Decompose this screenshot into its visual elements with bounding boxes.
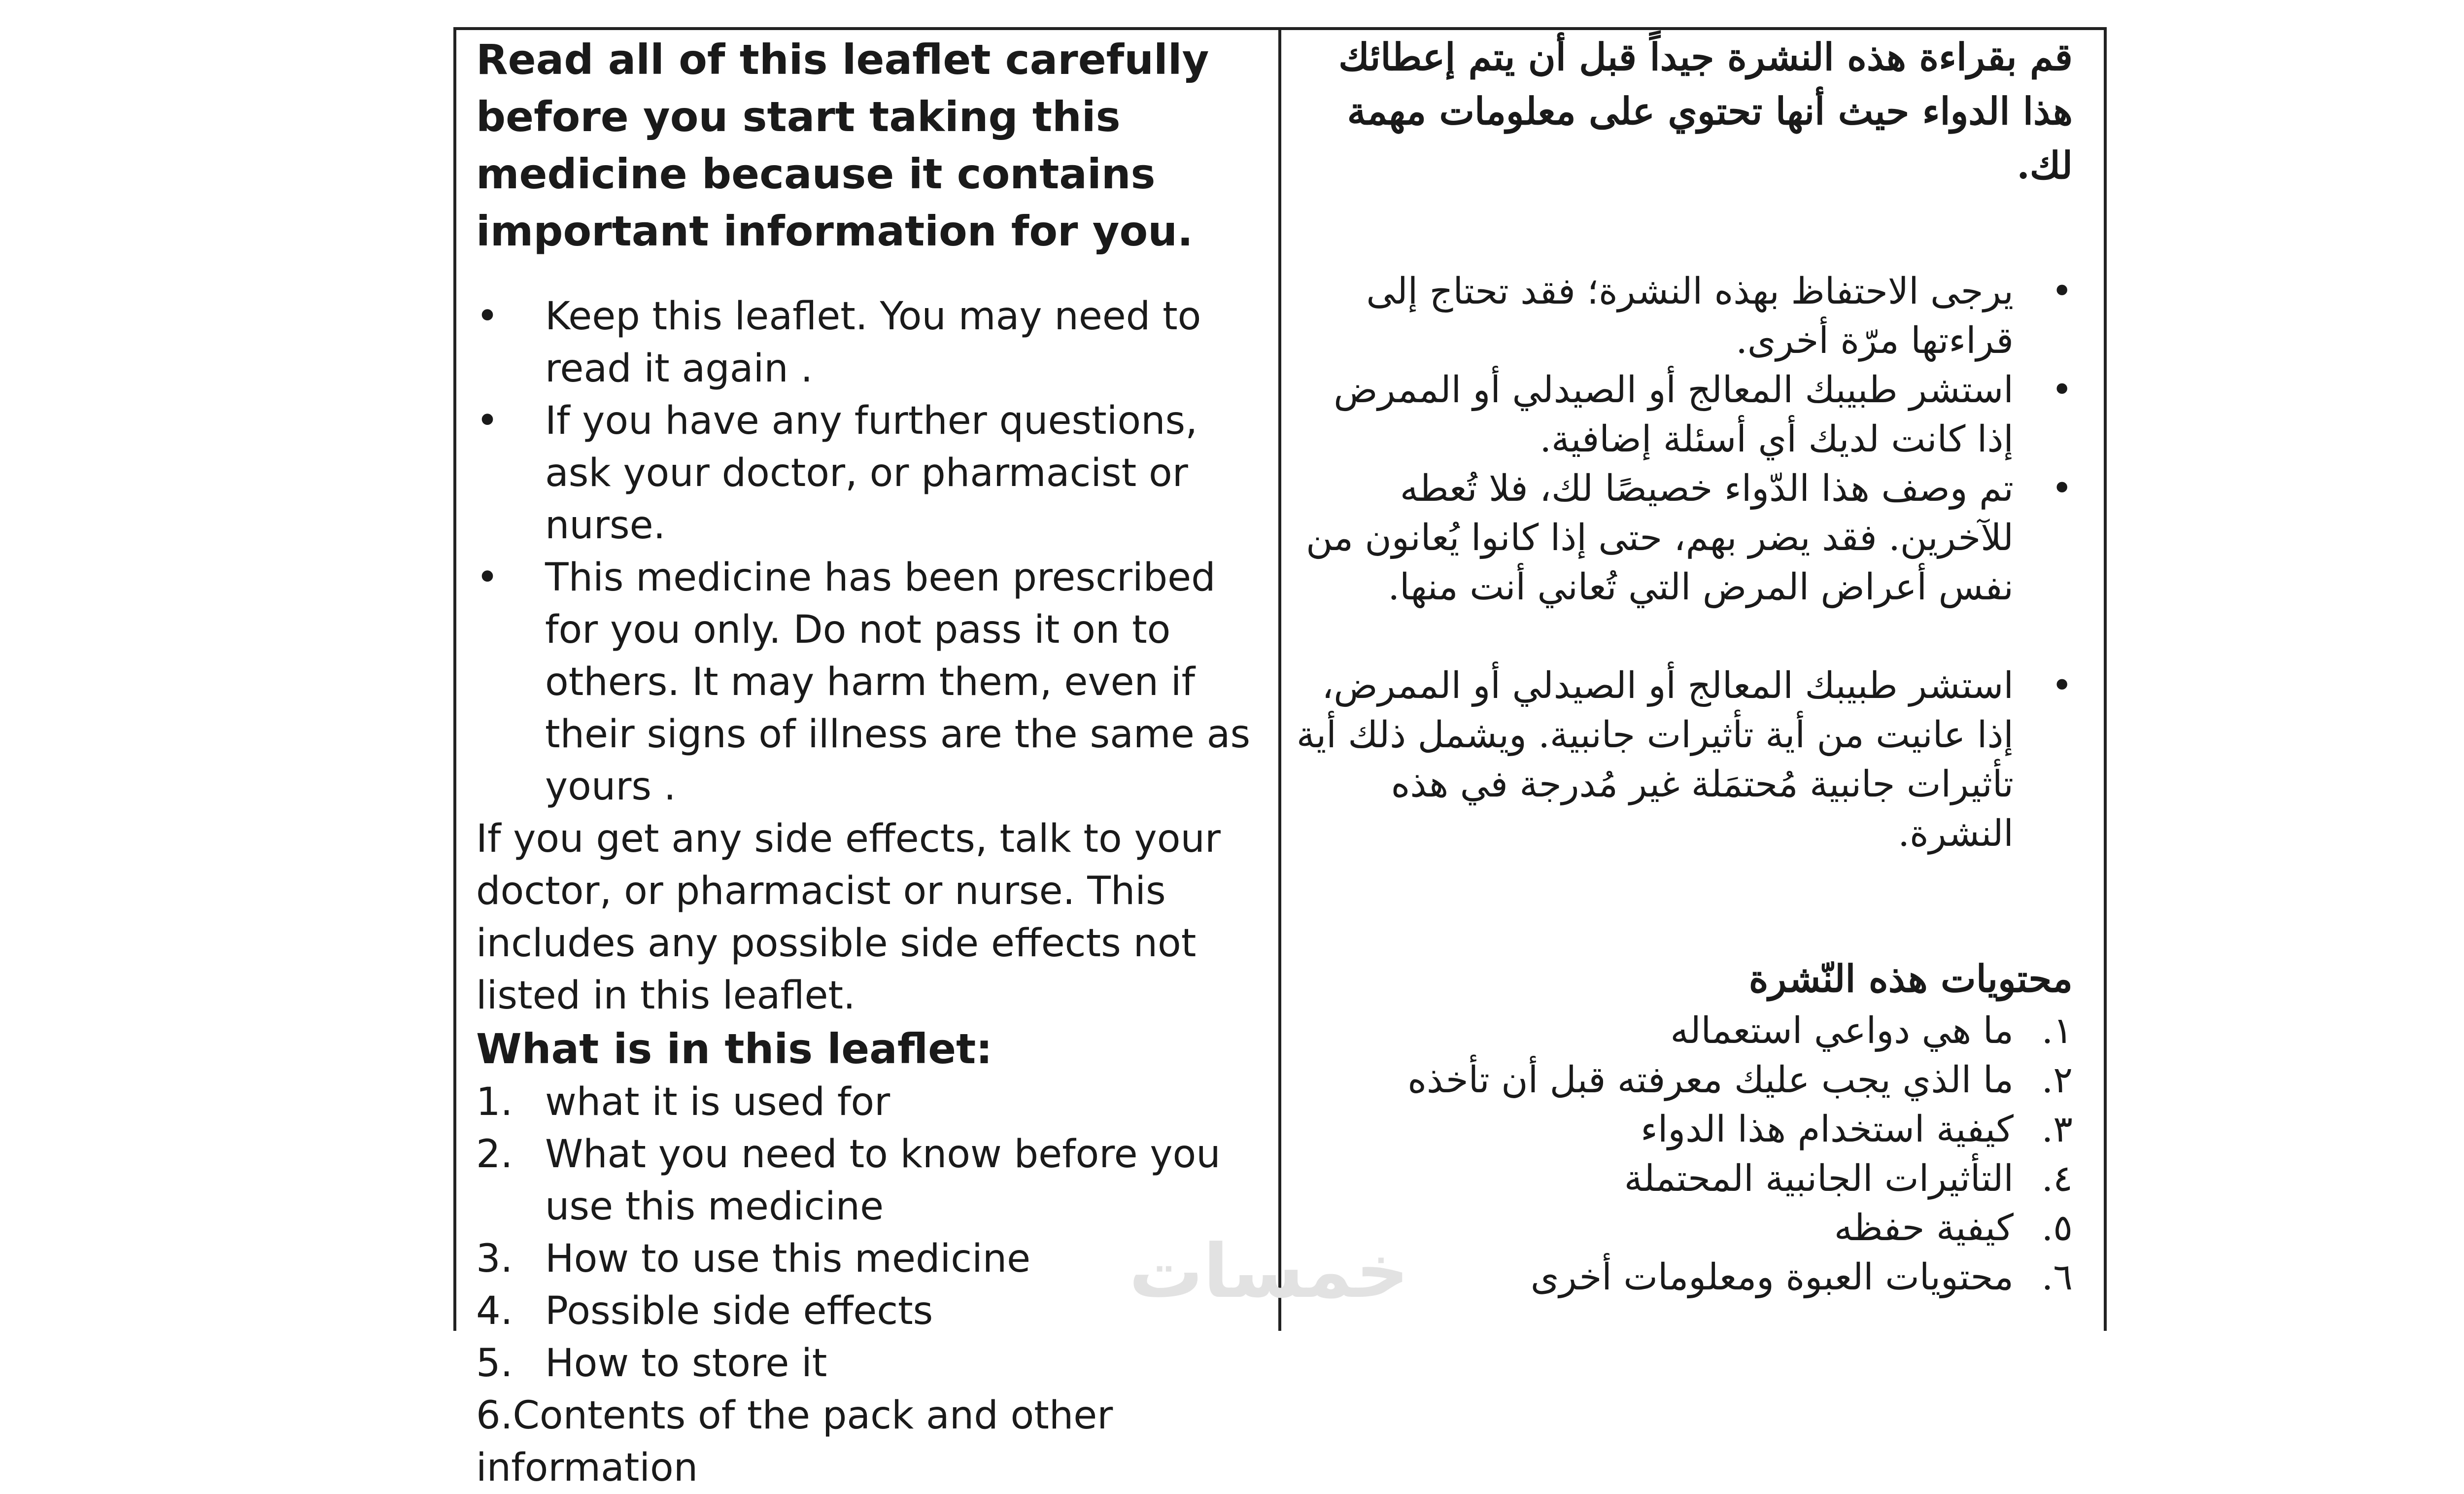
- english-bullet-list: [476, 290, 1260, 813]
- list-item: 5. How to store it: [476, 1341, 827, 1386]
- side-effects-paragraph: If you get any side effects, talk to your doctor, or pharmacist or nurse. This includes any possible side effects not listed in this leaflet.: [476, 817, 1221, 1018]
- list-item: • استشر طبيبك المعالج أو الصيدلي أو الممرض إذا كانت لديك أي أسئلة إضافية.: [1294, 365, 2083, 464]
- arabic-bullet-list: [1294, 267, 2083, 858]
- list-item: • استشر طبيبك المعالج أو الصيدلي أو الممرض، إذا عانيت من أية تأثيرات جانبية. ويشمل ذلك أية تأثيرات جانبية مُحتمَلة غير مُدرجة في هذه النشرة.: [1294, 661, 2083, 858]
- list-item: • If you have any further questions, ask your doctor, or pharmacist or nurse.: [476, 395, 1260, 552]
- list-item: • تم وصف هذا الدّواء خصيصًا لك، فلا تُعطه للآخرين. فقد يضر بهم، حتى إذا كانوا يُعانون من نفس أعراض المرض التي تُعاني أنت منها.: [1294, 464, 2083, 612]
- bullet-icon: •: [2051, 467, 2073, 510]
- list-item: 1. what it is used for: [476, 1080, 890, 1124]
- list-item: ٤. التأثيرات الجانبية المحتملة: [1624, 1157, 2073, 1200]
- bullet-icon: •: [476, 556, 499, 600]
- list-item: • Keep this leaflet. You may need to read it again .: [476, 290, 1260, 395]
- list-item: ٣. كيفية استخدام هذا الدواء: [1641, 1108, 2073, 1150]
- list-item: ٢. ما الذي يجب عليك معرفته قبل أن تأخذه: [1407, 1059, 2073, 1101]
- watermark-logo: خمسات: [1129, 1229, 1409, 1315]
- list-item: ٦. محتويات العبوة ومعلومات أخرى: [1530, 1256, 2073, 1298]
- list-item: • This medicine has been prescribed for you only. Do not pass it on to others. It may harm them, even if their signs of illness are the same as yours .: [476, 552, 1260, 813]
- list-item: 2. What you need to know before you use this medicine: [476, 1132, 1221, 1229]
- column-divider: [1278, 30, 1281, 1331]
- arabic-heading: قم بقراءة هذه النشرة جيداً قبل أن يتم إعطائك هذا الدواء حيث أنها تحتوي على معلومات مهمة لك.: [1338, 35, 2073, 187]
- bullet-icon: •: [476, 294, 499, 339]
- bullet-icon: •: [476, 399, 499, 443]
- list-item: 4. Possible side effects: [476, 1289, 933, 1333]
- arabic-contents-title: محتويات هذه النّشرة: [1748, 957, 2073, 1001]
- list-item: ١. ما هي دواعي استعماله: [1670, 1009, 2073, 1052]
- contents-title: What is in this leaflet:: [476, 1025, 992, 1073]
- bullet-icon: •: [2051, 270, 2073, 313]
- english-column: [476, 30, 1260, 1490]
- bullet-icon: •: [2051, 664, 2073, 707]
- english-heading: Read all of this leaflet carefully before you start taking this medicine because it contains important information for you.: [476, 35, 1209, 255]
- arabic-column: [1294, 30, 2083, 1331]
- leaflet-frame: [453, 27, 2107, 1490]
- contents-item-6: 6.Contents of the pack and other information: [476, 1393, 1113, 1490]
- list-item: ٥. كيفية حفظه: [1834, 1207, 2073, 1249]
- list-item: • يرجى الاحتفاظ بهذه النشرة؛ فقد تحتاج إلى قراءتها مرّة أخرى.: [1294, 267, 2083, 365]
- bullet-icon: •: [2051, 369, 2073, 411]
- list-item: 3. How to use this medicine: [476, 1237, 1031, 1281]
